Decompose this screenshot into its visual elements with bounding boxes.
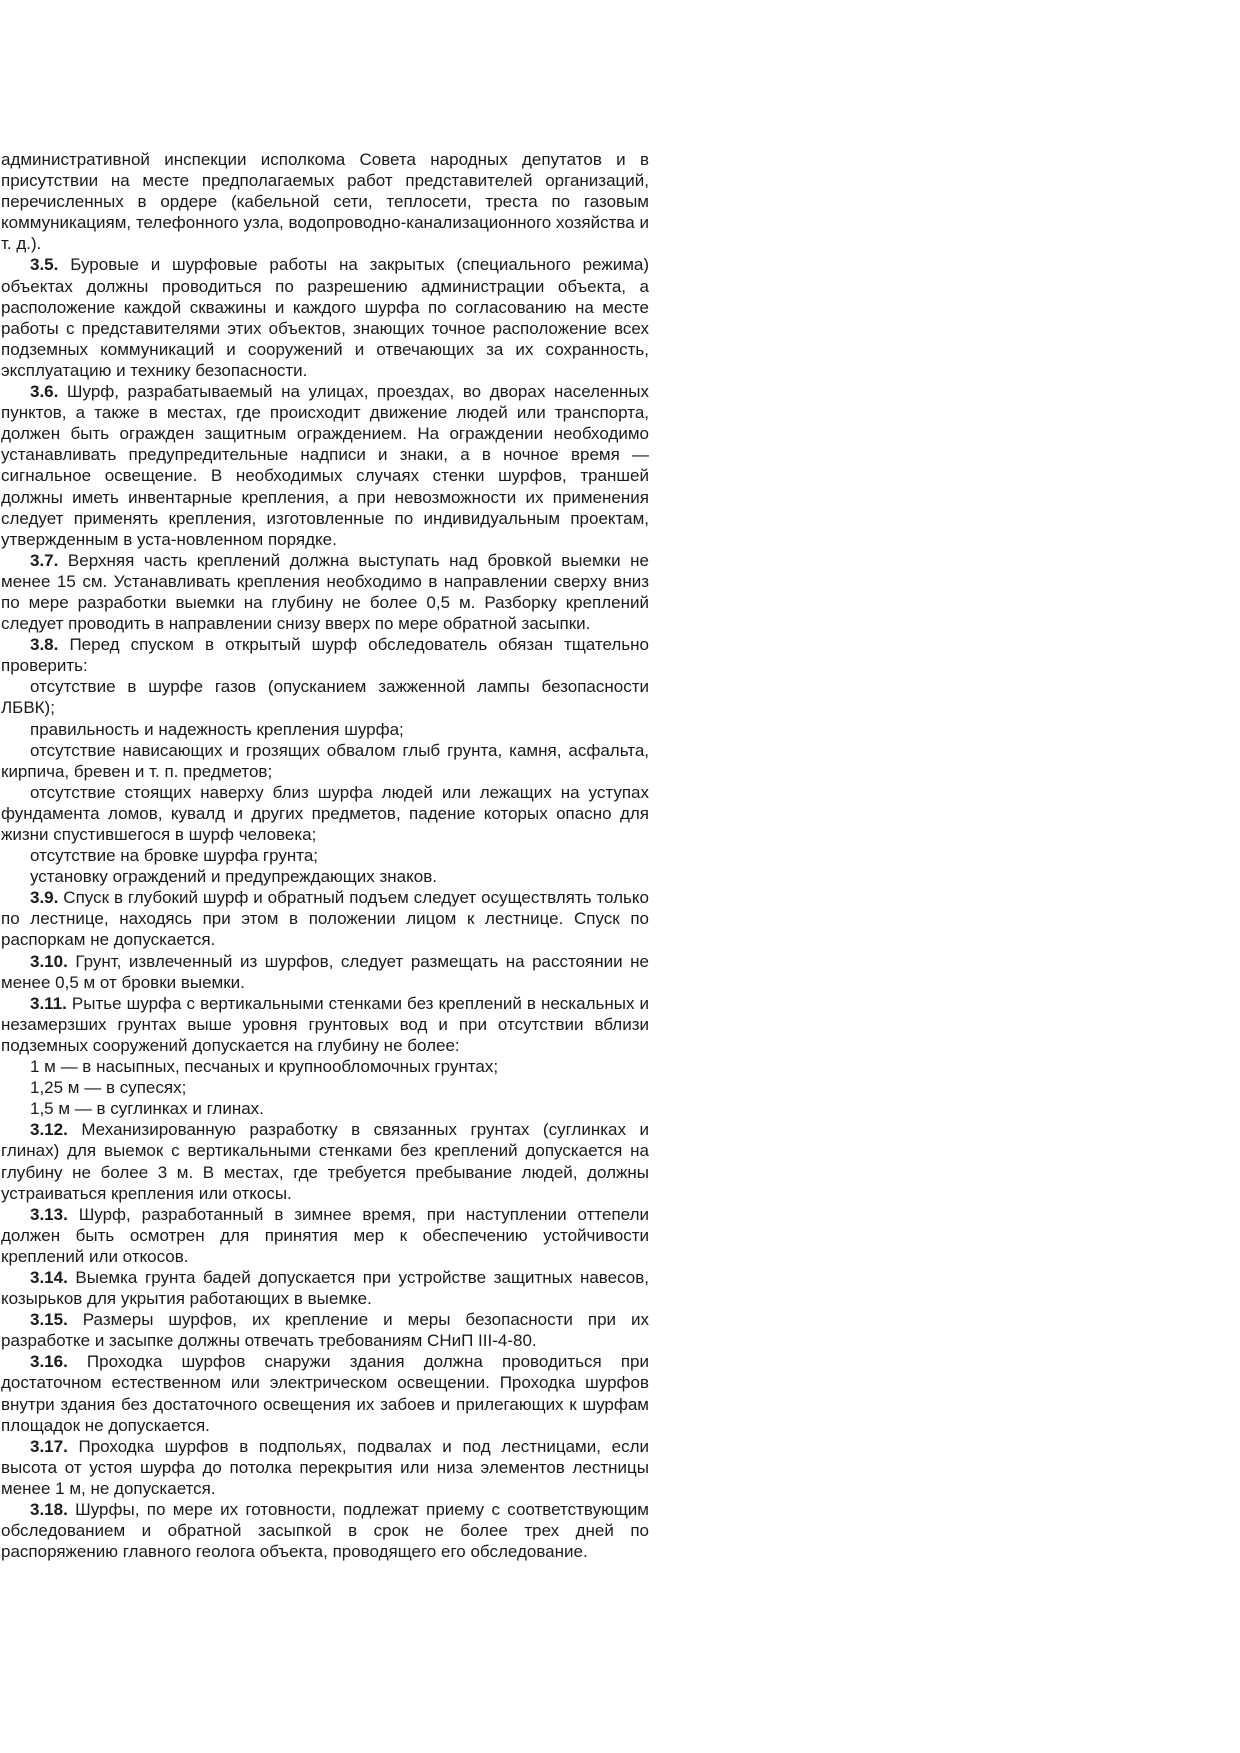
paragraph-text: Грунт, извлеченный из шурфов, следует размещать на расстоянии не менее 0,5 м от бровки выемки. bbox=[1, 951, 649, 992]
paragraph-text: Шурф, разрабатываемый на улицах, проездах, во дворах населенных пунктов, а также в местах, где происходит движение людей или транспорта, должен быть огражден защитным ограждением. На ограждении необходимо устанавливать предупредительные надписи и знаки, а в ночное время — сигнальное освещение. В необходимых случаях стенки шурфов, траншей должны иметь инвентарные крепления, а при невозможности их применения следует применять крепления, изготовленные по индивидуальным проектам, утвержденным в уста-новленном порядке. bbox=[1, 382, 649, 549]
clause-number: 3.15. bbox=[30, 1310, 68, 1330]
paragraph-text: Шурфы, по мере их готовности, подлежат приему с соответствующим обследованием и обратной засыпкой в срок не более трех дней по распоряжению главного геолога объекта, проводящего его обследование. bbox=[1, 1500, 649, 1562]
clause-3-9 bbox=[1, 887, 649, 950]
clause-number: 3.16. bbox=[30, 1352, 68, 1372]
paragraph-text: административной инспекции исполкома Совета народных депутатов и в присутствии на месте предполагаемых работ представителей организаций, перечисленных в ордере (кабельной сети, теплосети, треста по газовым коммуникациям, телефонного узла, водопроводно-канализационного хозяйства и т. д.). bbox=[1, 150, 649, 254]
clause-number: 3.6. bbox=[30, 382, 59, 402]
paragraph bbox=[1, 149, 649, 254]
clause-3-18 bbox=[1, 1499, 649, 1562]
clause-3-10 bbox=[1, 951, 649, 993]
list-item bbox=[1, 719, 649, 740]
list-item bbox=[1, 1077, 649, 1098]
list-item bbox=[1, 782, 649, 845]
paragraph-text: Механизированную разработку в связанных грунтах (суглинках и глинах) для выемок с вертикальными стенками без креплений допускается на глубину не более 3 м. В местах, где требуется пребывание людей, должны устраиваться крепления или откосы. bbox=[1, 1120, 649, 1203]
paragraph-text: 1,25 м — в супесях; bbox=[30, 1078, 187, 1098]
paragraph-text: отсутствие стоящих наверху близ шурфа людей или лежащих на уступах фундамента ломов, кувалд и других предметов, падение которых опасно для жизни спустившегося в шурф человека; bbox=[1, 782, 649, 844]
list-item bbox=[1, 845, 649, 866]
paragraph-text: Проходка шурфов снаружи здания должна проводиться при достаточном естественном или электрическом освещении. Проходка шурфов внутри здания без достаточного освещения их забоев и прилегающих к шурфам площадок не допускается. bbox=[1, 1352, 649, 1435]
list-item bbox=[1, 740, 649, 782]
clause-3-6 bbox=[1, 381, 649, 550]
document-body bbox=[1, 149, 649, 1562]
paragraph-text: отсутствие нависающих и грозящих обвалом глыб грунта, камня, асфальта, кирпича, бревен и т. п. предметов; bbox=[1, 740, 649, 781]
paragraph-text: Шурф, разработанный в зимнее время, при наступлении оттепели должен быть осмотрен для принятия мер к обеспечению устойчивости креплений или откосов. bbox=[1, 1204, 649, 1266]
list-item bbox=[1, 1098, 649, 1119]
clause-number: 3.14. bbox=[30, 1267, 68, 1287]
paragraph-text: Выемка грунта бадей допускается при устройстве защитных навесов, козырьков для укрытия работающих в выемке. bbox=[1, 1267, 649, 1309]
clause-number: 3.9. bbox=[30, 888, 59, 908]
clause-3-8 bbox=[1, 634, 649, 676]
paragraph-text: Спуск в глубокий шурф и обратный подъем следует осуществлять только по лестнице, находясь при этом в положении лицом к лестнице. Спуск по распоркам не допускается. bbox=[1, 888, 649, 950]
clause-number: 3.5. bbox=[30, 255, 59, 275]
paragraph-text: установку ограждений и предупреждающих знаков. bbox=[30, 867, 437, 887]
paragraph-text: Проходка шурфов в подпольях, подвалах и под лестницами, если высота от устоя шурфа до потолка перекрытия или низа элементов лестницы менее 1 м, не допускается. bbox=[1, 1436, 649, 1498]
clause-number: 3.18. bbox=[30, 1500, 68, 1519]
paragraph-text: Размеры шурфов, их крепление и меры безопасности при их разработке и засыпке должны отвечать требованиям СНиП III-4-80. bbox=[1, 1310, 649, 1351]
clause-number: 3.8. bbox=[30, 635, 59, 655]
paragraph-text: отсутствие в шурфе газов (опусканием зажженной лампы безопасности ЛБВК); bbox=[1, 677, 649, 718]
clause-number: 3.11. bbox=[30, 993, 67, 1013]
clause-number: 3.13. bbox=[30, 1204, 68, 1224]
clause-number: 3.7. bbox=[30, 550, 59, 570]
clause-3-14 bbox=[1, 1267, 649, 1309]
paragraph-text: Перед спуском в открытый шурф обследователь обязан тщательно проверить: bbox=[1, 635, 649, 676]
paragraph-text: правильность и надежность крепления шурфа; bbox=[30, 719, 404, 739]
paragraph-text: Буровые и шурфовые работы на закрытых (специального режима) объектах должны проводиться по разрешению администрации объекта, а расположение каждой скважины и каждого шурфа по согласованию на месте работы с представителями этих объектов, знающих точное расположение всех подземных коммуникаций и сооружений и отвечающих за их сохранность, эксплуатацию и технику безопасности. bbox=[1, 255, 649, 380]
clause-3-15 bbox=[1, 1309, 649, 1351]
paragraph-text: Рытье шурфа с вертикальными стенками без креплений в нескальных и незамерзших грунтах выше уровня грунтовых вод и при отсутствии вблизи подземных сооружений допускается на глубину не более: bbox=[1, 993, 649, 1055]
paragraph-text: 1 м — в насыпных, песчаных и крупнообломочных грунтах; bbox=[30, 1057, 499, 1077]
list-item bbox=[1, 1056, 649, 1077]
clause-3-13 bbox=[1, 1204, 649, 1267]
clause-3-11 bbox=[1, 993, 649, 1056]
clause-number: 3.12. bbox=[30, 1120, 68, 1140]
paragraph-text: отсутствие на бровке шурфа грунта; bbox=[30, 846, 319, 866]
paragraph-text: 1,5 м — в суглинках и глинах. bbox=[30, 1099, 264, 1119]
clause-3-12 bbox=[1, 1119, 649, 1203]
clause-3-17 bbox=[1, 1436, 649, 1499]
clause-3-16 bbox=[1, 1351, 649, 1435]
clause-3-7 bbox=[1, 550, 649, 634]
list-item bbox=[1, 676, 649, 718]
paragraph-text: Верхняя часть креплений должна выступать над бровкой выемки не менее 15 см. Устанавливать крепления необходимо в направлении сверху вниз по мере разработки выемки на глубину не более 0,5 м. Разборку креплений следует проводить в направлении снизу вверх по мере обратной засыпки. bbox=[1, 550, 649, 634]
clause-3-5 bbox=[1, 254, 649, 381]
list-item bbox=[1, 866, 649, 887]
clause-number: 3.10. bbox=[30, 951, 68, 971]
clause-number: 3.17. bbox=[30, 1436, 68, 1456]
